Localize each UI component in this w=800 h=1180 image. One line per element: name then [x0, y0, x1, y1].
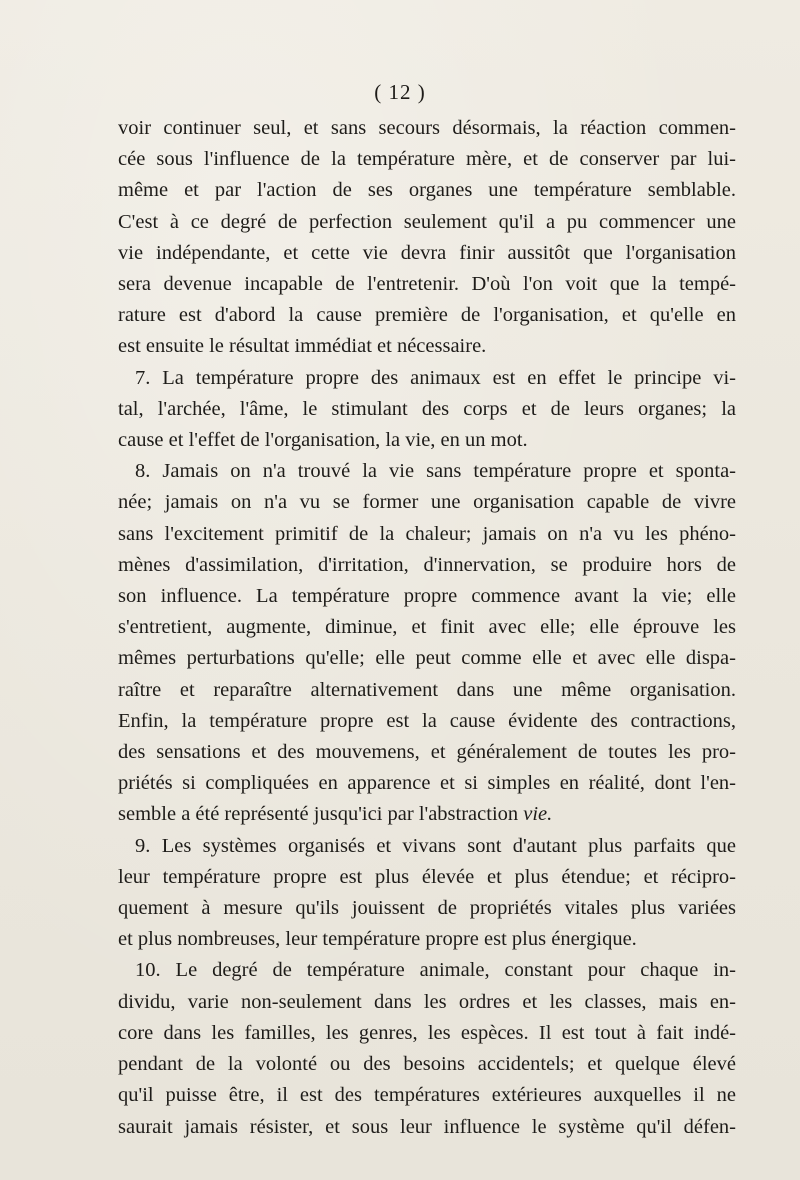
- text-line: et plus nombreuses, leur température propre est plus énergique.: [118, 928, 637, 951]
- text-line: cause et l'effet de l'organisation, la vie, en un mot.: [118, 429, 528, 452]
- text-line: son influence. La température propre commence avant la vie; elle: [118, 585, 736, 608]
- paragraph-10: [118, 955, 736, 1142]
- italic-word: vie.: [523, 803, 553, 826]
- text-line: leur température propre est plus élevée et plus étendue; et récipro-: [118, 865, 736, 888]
- text-line: sans l'excitement primitif de la chaleur; jamais on n'a vu les phéno-: [118, 522, 736, 545]
- text-line: cée sous l'influence de la température mère, et de conserver par lui-: [118, 148, 736, 171]
- text-line: pendant de la volonté ou des besoins accidentels; et quelque élevé: [118, 1053, 736, 1076]
- text-line: quement à mesure qu'ils jouissent de propriétés vitales plus variées: [118, 897, 736, 920]
- text-line: des sensations et des mouvemens, et généralement de toutes les pro-: [118, 741, 736, 764]
- text-line: vie indépendante, et cette vie devra finir aussitôt que l'organisation: [118, 241, 736, 264]
- text-line: née; jamais on n'a vu se former une organisation capable de vivre: [118, 491, 736, 514]
- text-line: mènes d'assimilation, d'irritation, d'innervation, se produire hors de: [118, 553, 736, 576]
- text-line: voir continuer seul, et sans secours désormais, la réaction commen-: [118, 117, 736, 139]
- text-line: raître et reparaître alternativement dans une même organisation.: [118, 678, 736, 701]
- text-line: Enfin, la température propre est la cause évidente des contractions,: [118, 709, 736, 732]
- text-line: priétés si compliquées en apparence et si simples en réalité, dont l'en-: [118, 772, 736, 795]
- text-line: s'entretient, augmente, diminue, et finit avec elle; elle éprouve les: [118, 616, 736, 639]
- paragraph-8: [118, 456, 736, 830]
- closing-text: semble a été représenté jusqu'ici par l'abstraction: [118, 803, 524, 826]
- text-line: dividu, varie non-seulement dans les ordres et les classes, mais en-: [118, 990, 736, 1013]
- page-number: ( 12 ): [374, 80, 426, 104]
- text-line: mêmes perturbations qu'elle; elle peut comme elle et avec elle dispa-: [118, 647, 736, 670]
- text-line: [118, 799, 736, 830]
- body-text: [118, 113, 736, 1143]
- text-line: qu'il puisse être, il est des températures extérieures auxquelles il ne: [118, 1084, 736, 1107]
- text-line: 7. La température propre des animaux est en effet le principe vi-: [135, 366, 736, 389]
- text-line: est ensuite le résultat immédiat et nécessaire.: [118, 335, 487, 358]
- text-line: 10. Le degré de température animale, constant pour chaque in-: [135, 959, 736, 982]
- paragraph-continuation: [118, 113, 736, 363]
- text-line: C'est à ce degré de perfection seulement qu'il a pu commencer une: [118, 210, 736, 233]
- text-line: sera devenue incapable de l'entretenir. D'où l'on voit que la tempé-: [118, 273, 736, 296]
- text-line: même et par l'action de ses organes une température semblable.: [118, 179, 736, 202]
- text-line: core dans les familles, les genres, les espèces. Il est tout à fait indé-: [118, 1021, 736, 1044]
- text-line: 8. Jamais on n'a trouvé la vie sans température propre et sponta-: [135, 460, 736, 483]
- text-line: tal, l'archée, l'âme, le stimulant des corps et de leurs organes; la: [118, 397, 736, 420]
- text-line: saurait jamais résister, et sous leur influence le système qu'il défen-: [118, 1115, 736, 1138]
- paragraph-7: [118, 363, 736, 457]
- text-line: 9. Les systèmes organisés et vivans sont d'autant plus parfaits que: [135, 834, 736, 857]
- text-line: rature est d'abord la cause première de l'organisation, et qu'elle en: [118, 304, 736, 327]
- paragraph-9: [118, 831, 736, 956]
